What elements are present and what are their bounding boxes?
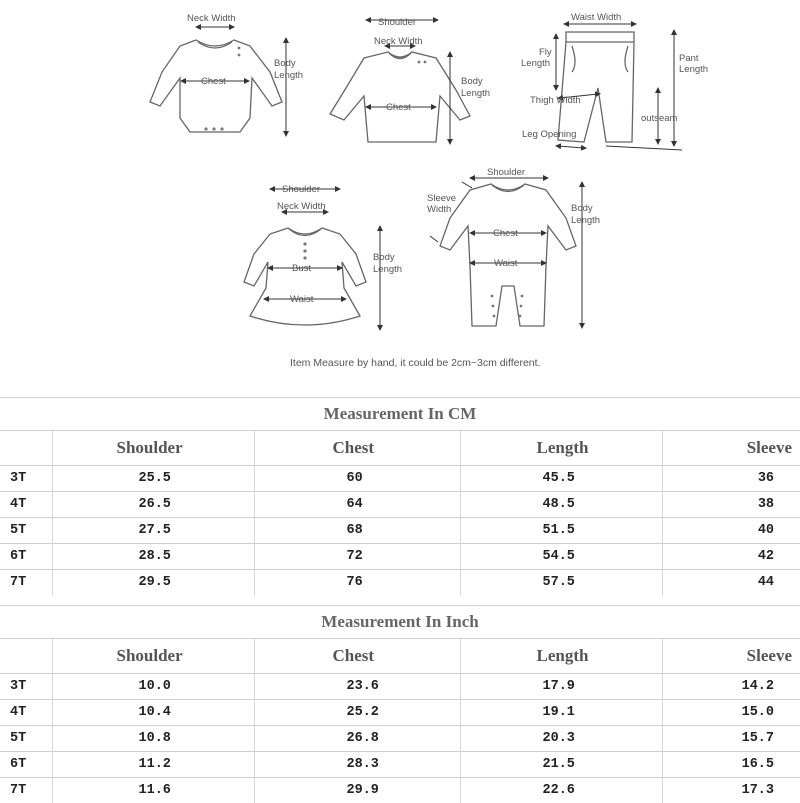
length-cell: 20.3 [460,726,662,752]
size-cell: 3T [0,466,52,492]
table-row [0,466,800,492]
cm-header-shoulder: Shoulder [52,431,254,466]
chest-cell: 72 [254,544,460,570]
dress-neck-width-label: Neck Width [277,201,326,212]
sleeve-cell: 15.7 [662,726,800,752]
inch-measurement-table [0,605,800,803]
inch-header-length: Length [460,639,662,674]
inch-size-header [0,639,52,674]
table-row [0,726,800,752]
chest-cell: 25.2 [254,700,460,726]
bodysuit-figure [150,13,303,134]
sleeve-cell: 36 [662,466,800,492]
length-cell: 51.5 [460,518,662,544]
romper-length-label: Length [571,215,600,226]
size-cell: 5T [0,726,52,752]
romper-width-label: Width [427,204,451,215]
bodysuit-neck-width-label: Neck Width [187,13,236,24]
dress-body-label: Body [373,252,395,263]
table-row [0,752,800,778]
sleeve-cell: 16.5 [662,752,800,778]
sleeve-cell: 14.2 [662,674,800,700]
romper-sleeve-label: Sleeve [427,193,456,204]
romper-figure [427,167,600,326]
sleeve-cell: 42 [662,544,800,570]
cm-measurement-table [0,397,800,595]
size-cell: 6T [0,544,52,570]
shirt-body-label: Body [461,76,483,87]
length-cell: 48.5 [460,492,662,518]
dress-waist-label: Waist [290,294,314,305]
size-cell: 7T [0,570,52,596]
table-row [0,570,800,596]
bodysuit-length-label: Length [274,70,303,81]
cm-header-sleeve: Sleeve [662,431,800,466]
bodysuit-chest-label: Chest [201,76,226,87]
sleeve-cell: 38 [662,492,800,518]
romper-chest-label: Chest [493,228,518,239]
length-cell: 17.9 [460,674,662,700]
shirt-chest-label: Chest [386,102,411,113]
romper-waist-label: Waist [494,258,518,269]
chest-cell: 76 [254,570,460,596]
size-cell: 3T [0,674,52,700]
romper-body-label: Body [571,203,593,214]
cm-size-header [0,431,52,466]
shoulder-cell: 11.2 [52,752,254,778]
shirt-figure [330,17,490,142]
table-row [0,674,800,700]
shoulder-cell: 29.5 [52,570,254,596]
shirt-length-label: Length [461,88,490,99]
romper-shoulder-label: Shoulder [487,167,525,178]
cm-header-chest: Chest [254,431,460,466]
shirt-shoulder-label: Shoulder [378,17,416,28]
length-cell: 54.5 [460,544,662,570]
table-row [0,778,800,803]
sleeve-cell: 17.3 [662,778,800,803]
shoulder-cell: 25.5 [52,466,254,492]
sleeve-cell: 44 [662,570,800,596]
shoulder-cell: 10.0 [52,674,254,700]
shirt-neck-width-label: Neck Width [374,36,423,47]
pants-pant-label: Pant [679,53,699,64]
table-row [0,544,800,570]
dress-length-label: Length [373,264,402,275]
sleeve-cell: 15.0 [662,700,800,726]
pants-leg-opening-label: Leg Opening [522,129,576,140]
dress-bust-label: Bust [292,263,311,274]
chest-cell: 29.9 [254,778,460,803]
length-cell: 57.5 [460,570,662,596]
sleeve-cell: 40 [662,518,800,544]
chest-cell: 28.3 [254,752,460,778]
chest-cell: 26.8 [254,726,460,752]
chest-cell: 23.6 [254,674,460,700]
inch-header-sleeve: Sleeve [662,639,800,674]
size-cell: 4T [0,492,52,518]
shoulder-cell: 11.6 [52,778,254,803]
pants-outseam-label: outseam [641,113,678,124]
pants-pant-length-label: Length [679,64,708,75]
pants-fly-label: Fly [539,47,552,58]
shoulder-cell: 26.5 [52,492,254,518]
size-cell: 5T [0,518,52,544]
chest-cell: 60 [254,466,460,492]
dress-figure [244,184,402,328]
pants-fly-length-label: Length [521,58,550,69]
table-row [0,700,800,726]
length-cell: 45.5 [460,466,662,492]
garment-measurement-diagram [0,0,800,380]
pants-figure [521,12,708,150]
shoulder-cell: 28.5 [52,544,254,570]
pants-waist-width-label: Waist Width [571,12,621,23]
inch-table-title: Measurement In Inch [0,606,800,639]
cm-header-length: Length [460,431,662,466]
dress-shoulder-label: Shoulder [282,184,320,195]
inch-header-shoulder: Shoulder [52,639,254,674]
size-cell: 4T [0,700,52,726]
measure-note: Item Measure by hand, it could be 2cm~3cm different. [290,357,540,369]
table-row [0,518,800,544]
cm-table-title: Measurement In CM [0,398,800,431]
shoulder-cell: 27.5 [52,518,254,544]
size-cell: 6T [0,752,52,778]
shoulder-cell: 10.8 [52,726,254,752]
chest-cell: 64 [254,492,460,518]
length-cell: 19.1 [460,700,662,726]
length-cell: 22.6 [460,778,662,803]
bodysuit-body-label: Body [274,58,296,69]
pants-thigh-width-label: Thigh Width [530,95,581,106]
inch-header-chest: Chest [254,639,460,674]
shoulder-cell: 10.4 [52,700,254,726]
length-cell: 21.5 [460,752,662,778]
size-cell: 7T [0,778,52,803]
table-row [0,492,800,518]
chest-cell: 68 [254,518,460,544]
